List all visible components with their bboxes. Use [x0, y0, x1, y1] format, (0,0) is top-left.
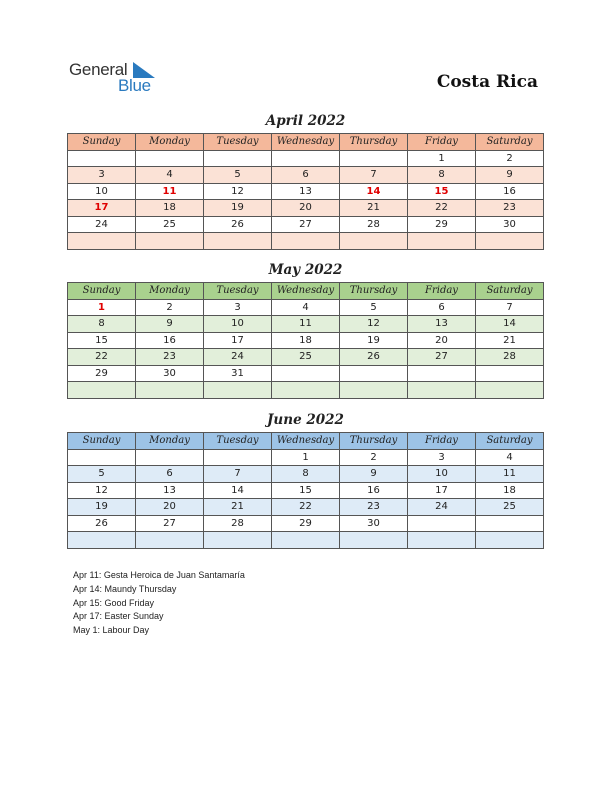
- day-cell: 26: [340, 349, 408, 366]
- day-cell: 8: [68, 316, 136, 333]
- day-cell: 15: [408, 183, 476, 200]
- weekday-header: Monday: [136, 134, 204, 151]
- day-cell: 19: [204, 200, 272, 217]
- week-row: [68, 466, 544, 483]
- weekday-header: Thursday: [340, 433, 408, 450]
- week-row: [68, 365, 544, 382]
- day-cell: 25: [136, 216, 204, 233]
- day-cell: 27: [408, 349, 476, 366]
- day-cell: 13: [136, 482, 204, 499]
- day-cell: [340, 365, 408, 382]
- holiday-list: [73, 569, 245, 638]
- week-row: [68, 532, 544, 549]
- day-cell: 2: [340, 449, 408, 466]
- weekday-header-row: [68, 134, 544, 151]
- day-cell: [476, 382, 544, 399]
- month-title: May 2022: [268, 262, 343, 278]
- day-cell: 1: [68, 299, 136, 316]
- day-cell: 26: [204, 216, 272, 233]
- weekday-header: Wednesday: [272, 283, 340, 300]
- day-cell: 12: [68, 482, 136, 499]
- day-cell: 16: [476, 183, 544, 200]
- day-cell: 7: [204, 466, 272, 483]
- day-cell: [476, 515, 544, 532]
- day-cell: [68, 233, 136, 250]
- day-cell: 13: [272, 183, 340, 200]
- day-cell: 15: [272, 482, 340, 499]
- week-row: [68, 150, 544, 167]
- day-cell: 3: [68, 167, 136, 184]
- day-cell: 14: [476, 316, 544, 333]
- day-cell: 11: [272, 316, 340, 333]
- weekday-header-row: [68, 433, 544, 450]
- day-cell: 23: [476, 200, 544, 217]
- day-cell: 11: [136, 183, 204, 200]
- day-cell: [408, 233, 476, 250]
- month-title: June 2022: [267, 412, 344, 428]
- week-row: [68, 515, 544, 532]
- day-cell: 18: [272, 332, 340, 349]
- day-cell: 29: [408, 216, 476, 233]
- day-cell: 24: [68, 216, 136, 233]
- day-cell: [68, 382, 136, 399]
- day-cell: 18: [476, 482, 544, 499]
- week-row: [68, 299, 544, 316]
- weekday-header: Saturday: [476, 134, 544, 151]
- day-cell: 14: [204, 482, 272, 499]
- holiday-item: Apr 14: Maundy Thursday: [73, 583, 177, 594]
- weekday-header: Saturday: [476, 283, 544, 300]
- day-cell: [204, 449, 272, 466]
- weekday-header: Sunday: [68, 283, 136, 300]
- day-cell: [136, 382, 204, 399]
- day-cell: 18: [136, 200, 204, 217]
- day-cell: [408, 365, 476, 382]
- day-cell: 23: [340, 499, 408, 516]
- day-cell: [476, 532, 544, 549]
- day-cell: 13: [408, 316, 476, 333]
- day-cell: 5: [68, 466, 136, 483]
- day-cell: [408, 382, 476, 399]
- day-cell: 6: [272, 167, 340, 184]
- weekday-header: Tuesday: [204, 283, 272, 300]
- day-cell: 22: [272, 499, 340, 516]
- week-row: [68, 233, 544, 250]
- day-cell: 25: [272, 349, 340, 366]
- day-cell: 10: [204, 316, 272, 333]
- day-cell: [204, 233, 272, 250]
- day-cell: 21: [340, 200, 408, 217]
- month-april: [67, 113, 544, 250]
- weekday-header: Friday: [408, 134, 476, 151]
- day-cell: [204, 532, 272, 549]
- day-cell: 20: [136, 499, 204, 516]
- day-cell: [136, 449, 204, 466]
- day-cell: 4: [476, 449, 544, 466]
- day-cell: 7: [340, 167, 408, 184]
- day-cell: 24: [408, 499, 476, 516]
- day-cell: 19: [68, 499, 136, 516]
- week-row: [68, 183, 544, 200]
- day-cell: 22: [68, 349, 136, 366]
- day-cell: 15: [68, 332, 136, 349]
- day-cell: 5: [340, 299, 408, 316]
- day-cell: 22: [408, 200, 476, 217]
- day-cell: [68, 532, 136, 549]
- day-cell: 27: [136, 515, 204, 532]
- day-cell: 9: [340, 466, 408, 483]
- day-cell: 2: [476, 150, 544, 167]
- holiday-item: Apr 17: Easter Sunday: [73, 611, 164, 622]
- weekday-header: Friday: [408, 433, 476, 450]
- country-title: Costa Rica: [436, 72, 538, 92]
- day-cell: 27: [272, 216, 340, 233]
- day-cell: [136, 233, 204, 250]
- day-cell: 21: [476, 332, 544, 349]
- day-cell: 8: [408, 167, 476, 184]
- day-cell: 30: [340, 515, 408, 532]
- calendar-table: [67, 432, 544, 549]
- day-cell: [68, 449, 136, 466]
- week-row: [68, 449, 544, 466]
- day-cell: 21: [204, 499, 272, 516]
- day-cell: [340, 233, 408, 250]
- holiday-item: Apr 15: Good Friday: [73, 597, 155, 608]
- weekday-header: Thursday: [340, 134, 408, 151]
- day-cell: 16: [340, 482, 408, 499]
- week-row: [68, 167, 544, 184]
- day-cell: 23: [136, 349, 204, 366]
- month-may: [67, 262, 544, 399]
- day-cell: 2: [136, 299, 204, 316]
- day-cell: 10: [68, 183, 136, 200]
- day-cell: 19: [340, 332, 408, 349]
- day-cell: 17: [68, 200, 136, 217]
- weekday-header: Sunday: [68, 134, 136, 151]
- day-cell: [476, 233, 544, 250]
- day-cell: [68, 150, 136, 167]
- day-cell: 3: [408, 449, 476, 466]
- weekday-header: Sunday: [68, 433, 136, 450]
- day-cell: [408, 515, 476, 532]
- weekday-header: Saturday: [476, 433, 544, 450]
- day-cell: 17: [408, 482, 476, 499]
- week-row: [68, 482, 544, 499]
- day-cell: 6: [408, 299, 476, 316]
- weekday-header: Friday: [408, 283, 476, 300]
- day-cell: [204, 382, 272, 399]
- calendar-table: [67, 133, 544, 250]
- calendar-table: [67, 282, 544, 399]
- month-title: April 2022: [265, 113, 346, 129]
- day-cell: 4: [136, 167, 204, 184]
- week-row: [68, 200, 544, 217]
- day-cell: 9: [476, 167, 544, 184]
- day-cell: [136, 150, 204, 167]
- day-cell: 10: [408, 466, 476, 483]
- week-row: [68, 499, 544, 516]
- weekday-header: Monday: [136, 433, 204, 450]
- day-cell: 26: [68, 515, 136, 532]
- weekday-header: Monday: [136, 283, 204, 300]
- day-cell: 16: [136, 332, 204, 349]
- brand-logo: [69, 60, 179, 100]
- day-cell: 28: [204, 515, 272, 532]
- day-cell: [272, 233, 340, 250]
- day-cell: [340, 382, 408, 399]
- day-cell: 30: [136, 365, 204, 382]
- day-cell: 25: [476, 499, 544, 516]
- day-cell: 31: [204, 365, 272, 382]
- day-cell: [204, 150, 272, 167]
- day-cell: 20: [272, 200, 340, 217]
- day-cell: [272, 150, 340, 167]
- holiday-item: Apr 11: Gesta Heroica de Juan Santamaría: [73, 570, 245, 580]
- logo-text-blue: Blue: [118, 76, 151, 95]
- day-cell: 29: [272, 515, 340, 532]
- day-cell: [272, 365, 340, 382]
- day-cell: 12: [340, 316, 408, 333]
- week-row: [68, 382, 544, 399]
- day-cell: [476, 365, 544, 382]
- day-cell: [340, 150, 408, 167]
- weekday-header: Tuesday: [204, 433, 272, 450]
- day-cell: 9: [136, 316, 204, 333]
- day-cell: [272, 382, 340, 399]
- weekday-header: Tuesday: [204, 134, 272, 151]
- day-cell: 24: [204, 349, 272, 366]
- day-cell: 30: [476, 216, 544, 233]
- day-cell: 8: [272, 466, 340, 483]
- weekday-header: Wednesday: [272, 433, 340, 450]
- week-row: [68, 349, 544, 366]
- day-cell: 29: [68, 365, 136, 382]
- day-cell: 20: [408, 332, 476, 349]
- day-cell: [136, 532, 204, 549]
- weekday-header: Thursday: [340, 283, 408, 300]
- day-cell: 28: [340, 216, 408, 233]
- day-cell: [408, 532, 476, 549]
- week-row: [68, 216, 544, 233]
- day-cell: 14: [340, 183, 408, 200]
- day-cell: 5: [204, 167, 272, 184]
- weekday-header-row: [68, 283, 544, 300]
- week-row: [68, 316, 544, 333]
- day-cell: [340, 532, 408, 549]
- day-cell: 1: [408, 150, 476, 167]
- day-cell: 6: [136, 466, 204, 483]
- logo-text-general: General: [69, 60, 128, 79]
- day-cell: 17: [204, 332, 272, 349]
- month-june: [67, 412, 544, 549]
- day-cell: 4: [272, 299, 340, 316]
- day-cell: 1: [272, 449, 340, 466]
- day-cell: 7: [476, 299, 544, 316]
- week-row: [68, 332, 544, 349]
- day-cell: 11: [476, 466, 544, 483]
- day-cell: 28: [476, 349, 544, 366]
- weekday-header: Wednesday: [272, 134, 340, 151]
- day-cell: 3: [204, 299, 272, 316]
- holiday-item: May 1: Labour Day: [73, 625, 150, 636]
- day-cell: [272, 532, 340, 549]
- day-cell: 12: [204, 183, 272, 200]
